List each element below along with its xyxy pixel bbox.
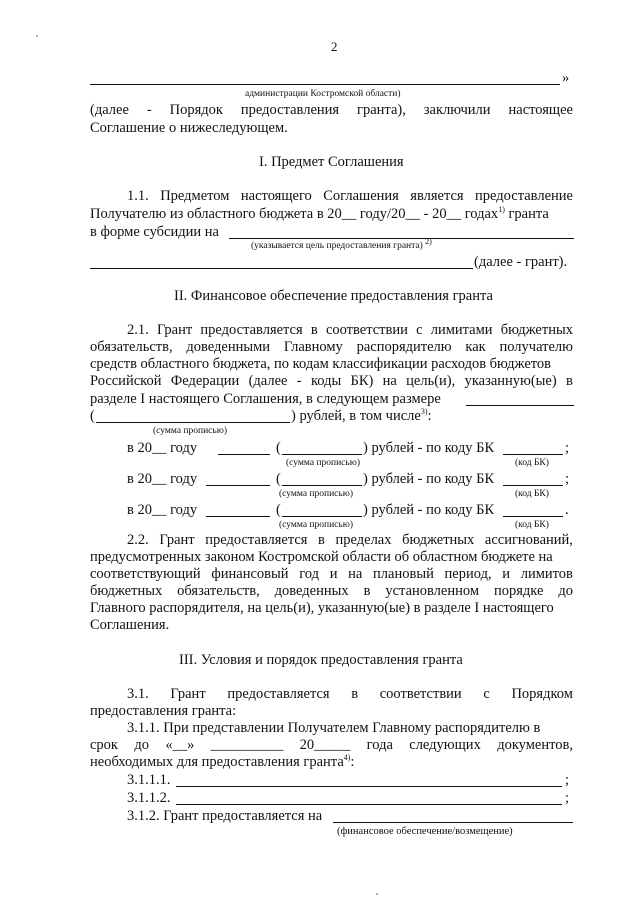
blank-line	[96, 422, 290, 423]
item-label: 3.1.1.2.	[127, 790, 171, 806]
text-line: (далее - Порядок предоставления гранта), заключили настоящее	[90, 102, 573, 118]
kbk-caption: (код БК)	[515, 520, 549, 530]
year-label: в 20__ году	[127, 471, 198, 487]
text-line: средств областного бюджета, по кодам классификации расходов бюджетов	[90, 356, 552, 372]
purpose-caption: (указывается цель предоставления гранта) $^{2)}$	[251, 236, 432, 251]
paren-open: (	[276, 502, 281, 518]
text-line: срок до «__» __________ 20_____ года следующих документов,	[90, 737, 573, 753]
text-line: Главного распорядителя, на цель(и), указанную(ые) в разделе I настоящего	[90, 600, 554, 616]
paren-open: (	[276, 471, 281, 487]
text-line: предоставления гранта:	[90, 703, 237, 719]
rub-text: ) рублей - по коду БК	[363, 440, 495, 456]
text-line: 3.1.2. Грант предоставляется на	[127, 808, 323, 824]
admin-caption: администрации Костромской области)	[245, 89, 401, 99]
paren-open: (	[276, 440, 281, 456]
blank-line	[333, 822, 573, 823]
text-line: предусмотренных законом Костромской области об областном бюджете на	[90, 549, 553, 565]
blank-line	[503, 485, 563, 486]
row-end: .	[565, 502, 569, 518]
text-line: 2.1. Грант предоставляется в соответствии с лимитами бюджетных	[127, 322, 573, 338]
blank-line	[503, 454, 563, 455]
blank-line	[466, 405, 574, 406]
text-line: обязательств, доведенными Главному распорядителю как получателю	[90, 339, 573, 355]
paren-open: (	[90, 408, 95, 424]
section-heading: II. Финансовое обеспечение предоставления гранта	[174, 288, 493, 304]
text-line: 3.1. Грант предоставляется в соответствии с Порядком	[127, 686, 573, 702]
blank-line	[282, 485, 362, 486]
text-line: 1.1. Предметом настоящего Соглашения является предоставление	[127, 188, 573, 204]
text-line: Российской Федерации (далее - коды БК) на цель(и), указанную(ые) в	[90, 373, 573, 389]
blank-line	[282, 454, 362, 455]
sum-caption: (сумма прописью)	[286, 458, 360, 468]
scan-speck	[376, 893, 378, 895]
page-number: 2	[331, 39, 338, 54]
scan-speck	[36, 35, 38, 37]
text-line: 2.2. Грант предоставляется в пределах бюджетных ассигнований,	[127, 532, 573, 548]
row-end: ;	[565, 471, 570, 487]
blank-line	[90, 84, 560, 85]
blank-line	[176, 804, 562, 805]
year-label: в 20__ году	[127, 440, 198, 456]
sum-caption: (сумма прописью)	[279, 520, 353, 530]
text-line: Соглашение о нижеследующем.	[90, 120, 288, 136]
text-line: ) рублей, в том числе$^{3)}$:	[291, 407, 432, 424]
blank-line	[229, 238, 574, 239]
row-end: ;	[565, 440, 570, 456]
text-line: разделе I настоящего Соглашения, в следующем размере	[90, 391, 441, 407]
text-line: соответствующий финансовый год и на плановый период, и лимитов	[90, 566, 573, 582]
kbk-caption: (код БК)	[515, 458, 549, 468]
item-end: ;	[565, 790, 570, 806]
blank-line	[206, 485, 270, 486]
blank-line	[90, 268, 473, 269]
blank-line	[503, 516, 563, 517]
closing-quote: »	[562, 70, 570, 86]
blank-line	[206, 516, 270, 517]
text-line: Соглашения.	[90, 617, 170, 633]
kbk-caption: (код БК)	[515, 489, 549, 499]
rub-text: ) рублей - по коду БК	[363, 471, 495, 487]
text-line: в форме субсидии на	[90, 224, 219, 240]
section-heading: III. Условия и порядок предоставления гранта	[179, 652, 463, 668]
text-line: бюджетных обязательств, доведенных в установленном порядке до	[90, 583, 573, 599]
text-line: необходимых для предоставления гранта$^{4)}$:	[90, 753, 355, 770]
sum-caption: (сумма прописью)	[153, 426, 227, 436]
text-line: 3.1.1. При представлении Получателем Главному распорядителю в	[127, 720, 541, 736]
item-end: ;	[565, 772, 570, 788]
rub-text: ) рублей - по коду БК	[363, 502, 495, 518]
year-label: в 20__ году	[127, 502, 198, 518]
text-line: Получателю из областного бюджета в 20__ году/20__ - 20__ годах$^{1)}$ гранта	[90, 205, 549, 222]
sum-caption: (сумма прописью)	[279, 489, 353, 499]
financing-caption: (финансовое обеспечение/возмещение)	[337, 826, 513, 837]
blank-line	[176, 786, 562, 787]
item-label: 3.1.1.1.	[127, 772, 171, 788]
grant-suffix: (далее - грант).	[474, 254, 568, 270]
section-heading: I. Предмет Соглашения	[259, 154, 404, 170]
blank-line	[282, 516, 362, 517]
blank-line	[218, 454, 270, 455]
